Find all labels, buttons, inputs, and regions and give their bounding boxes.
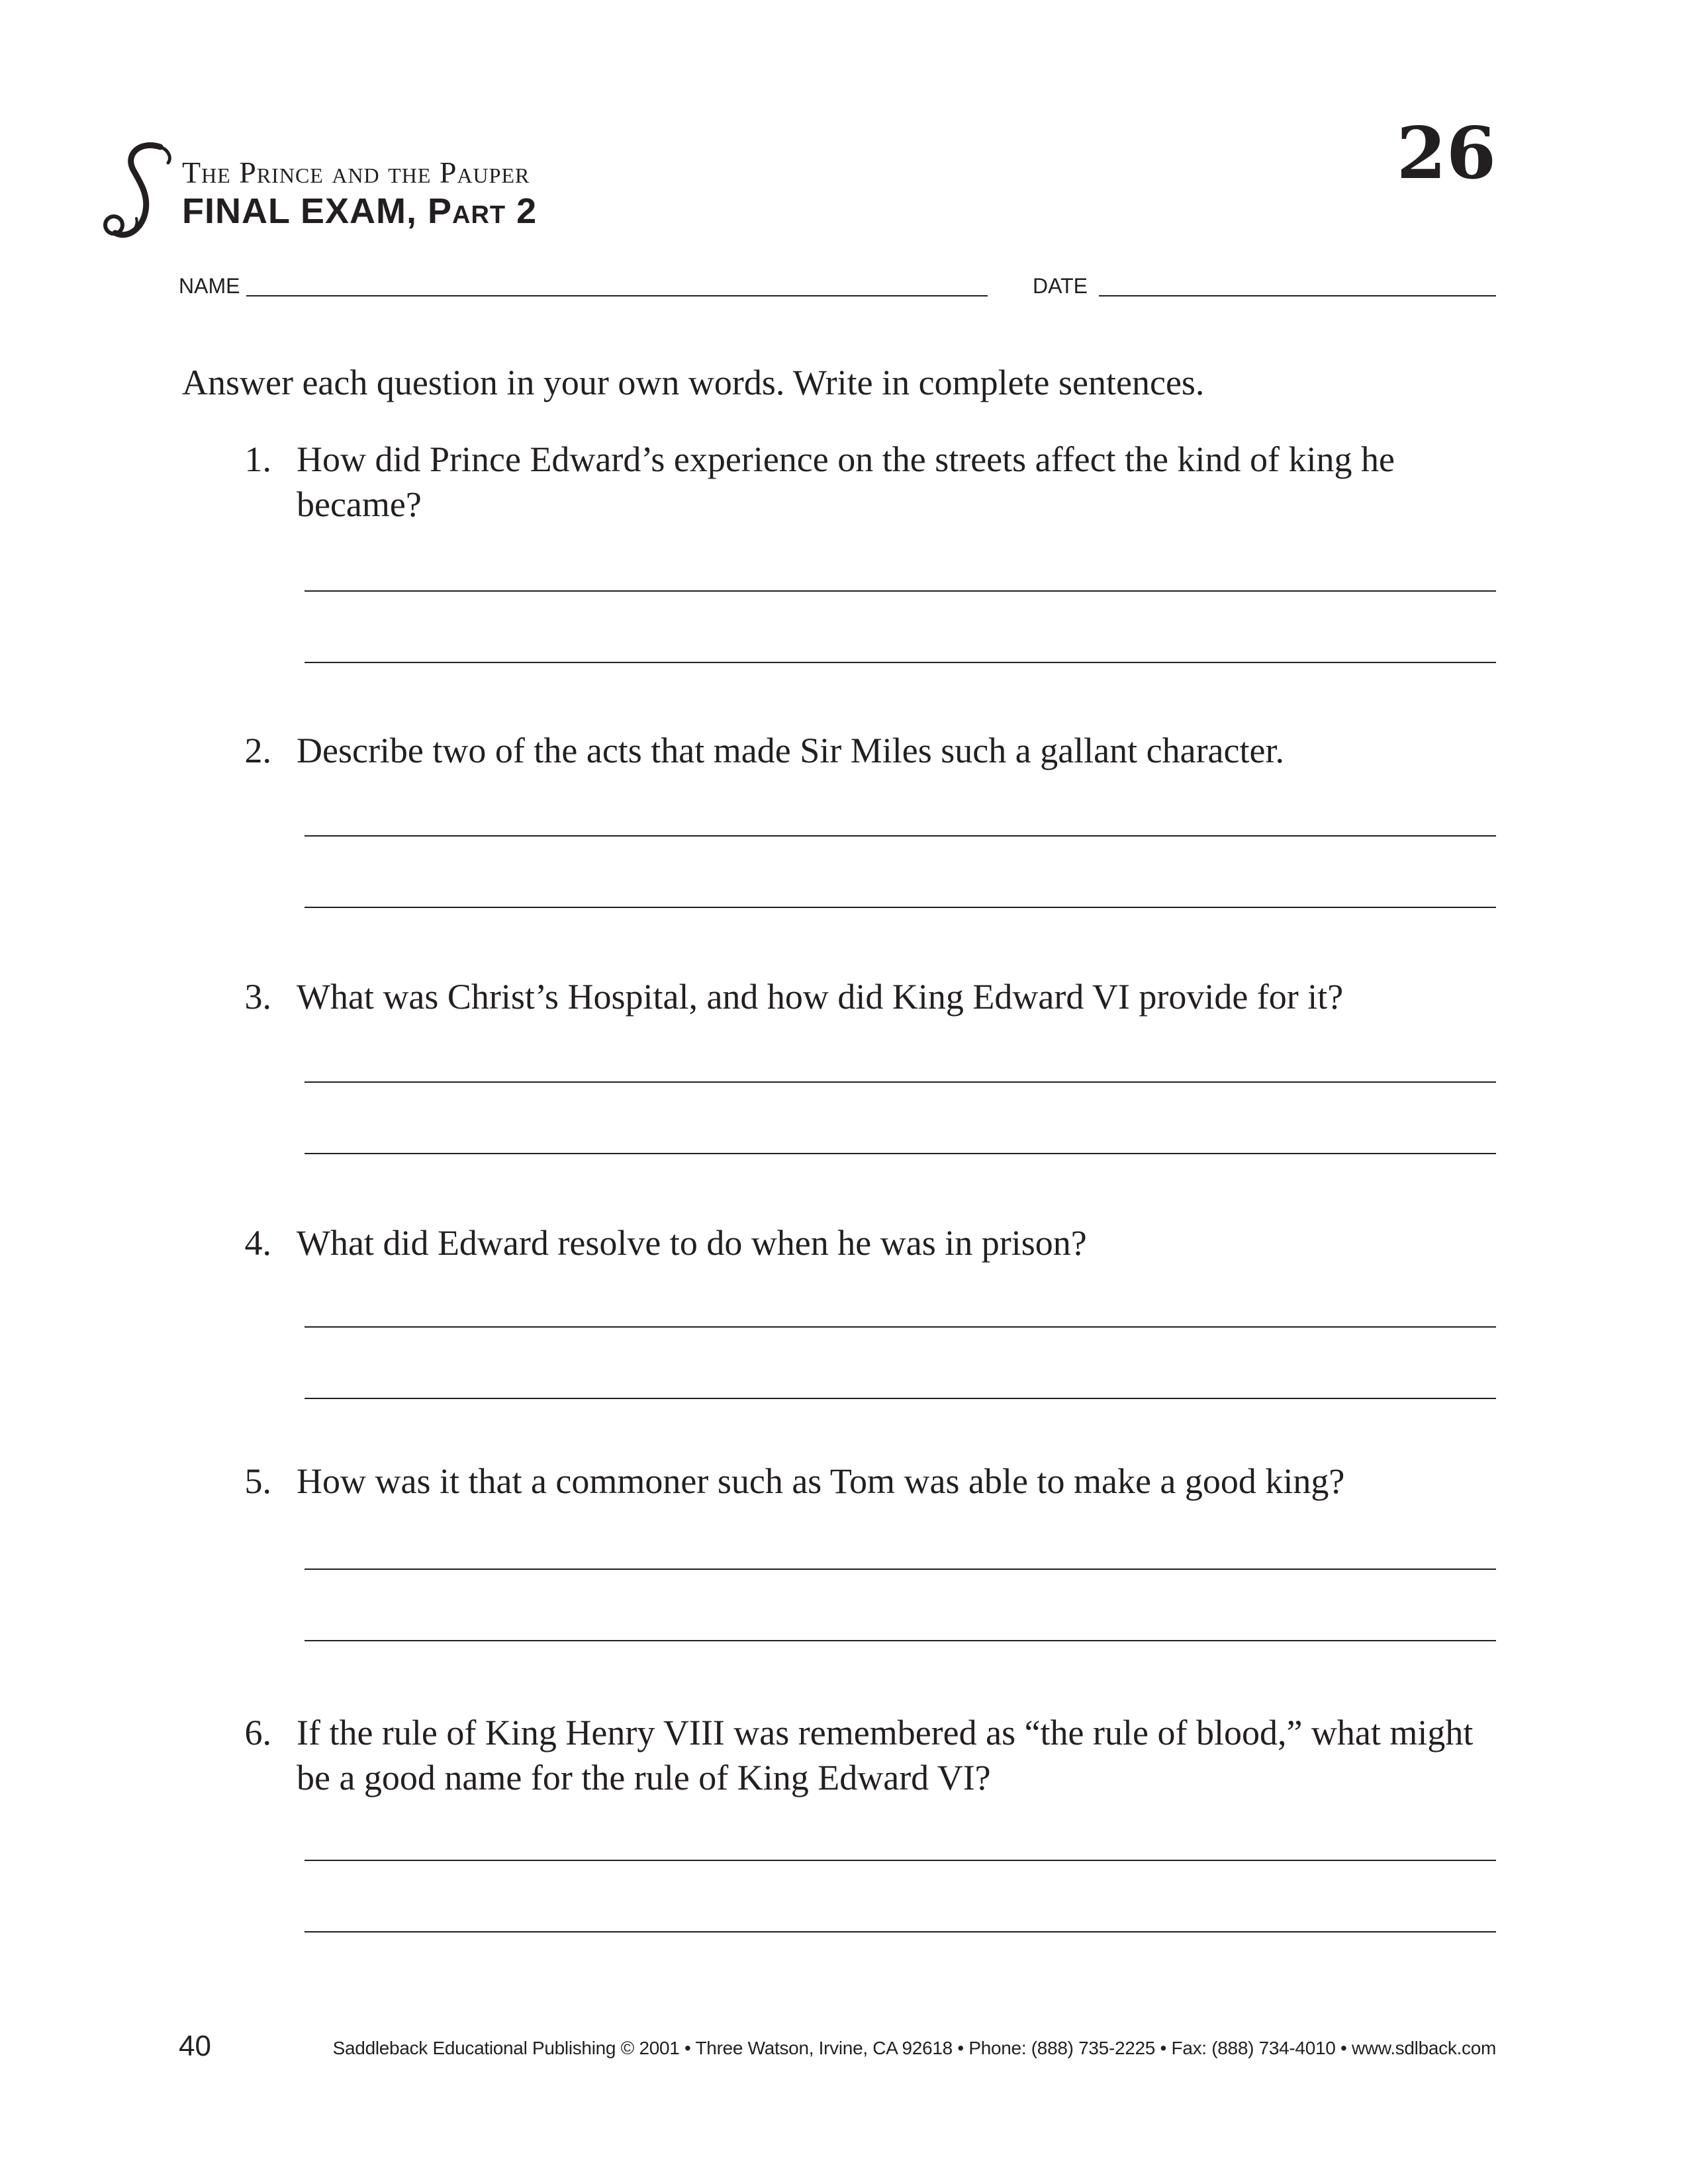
exam-title-main: FINAL EXAM,: [182, 191, 428, 231]
publisher-info: Saddleback Educational Publishing © 2001 • Three Watson, Irvine, CA 92618 • Phone: (888) 735-2225 • Fax: (888) 734-4010 • www.sdlback.com: [332, 2038, 1496, 2058]
answer-line-2b[interactable]: [305, 907, 1496, 908]
question-text: How did Prince Edward’s experience on the streets affect the kind of king he became?: [297, 439, 1395, 524]
instructions: Answer each question in your own words. Write in complete sentences.: [182, 363, 1205, 402]
name-label: NAME: [179, 274, 240, 298]
question-number: 3.: [244, 977, 271, 1017]
question-number: 6.: [244, 1713, 271, 1752]
answer-line-1a[interactable]: [305, 590, 1496, 592]
page-code: 26: [1396, 112, 1496, 195]
question-number: 1.: [244, 439, 271, 479]
page-number: 40: [179, 2030, 211, 2062]
date-label: DATE: [1033, 274, 1088, 298]
answer-line-3a[interactable]: [305, 1081, 1496, 1083]
answer-line-4b[interactable]: [305, 1398, 1496, 1399]
answer-line-4a[interactable]: [305, 1326, 1496, 1328]
exam-title: [182, 193, 537, 229]
question-text: How was it that a commoner such as Tom was able to make a good king?: [297, 1461, 1345, 1501]
question-text: If the rule of King Henry VIII was remembered as “the rule of blood,” what might be a good name for the rule of King Edward VI?: [297, 1713, 1474, 1797]
date-field-line[interactable]: [1099, 295, 1496, 296]
answer-line-1b[interactable]: [305, 662, 1496, 663]
question-text: Describe two of the acts that made Sir Miles such a gallant character.: [297, 731, 1284, 770]
saddleback-s-logo-icon: [99, 140, 185, 246]
answer-line-2a[interactable]: [305, 835, 1496, 837]
question-number: 5.: [244, 1461, 271, 1501]
answer-line-6a[interactable]: [305, 1860, 1496, 1861]
name-field-line[interactable]: [246, 295, 988, 296]
exam-title-part: Part 2: [428, 191, 538, 231]
answer-line-5a[interactable]: [305, 1569, 1496, 1570]
question-text: What did Edward resolve to do when he was in prison?: [297, 1223, 1087, 1263]
answer-line-5b[interactable]: [305, 1640, 1496, 1641]
series-title: The Prince and the Pauper: [182, 156, 530, 189]
answer-line-3b[interactable]: [305, 1153, 1496, 1154]
question-number: 2.: [244, 731, 271, 770]
answer-line-6b[interactable]: [305, 1931, 1496, 1933]
question-number: 4.: [244, 1223, 271, 1263]
question-text: What was Christ’s Hospital, and how did King Edward VI provide for it?: [297, 977, 1344, 1017]
